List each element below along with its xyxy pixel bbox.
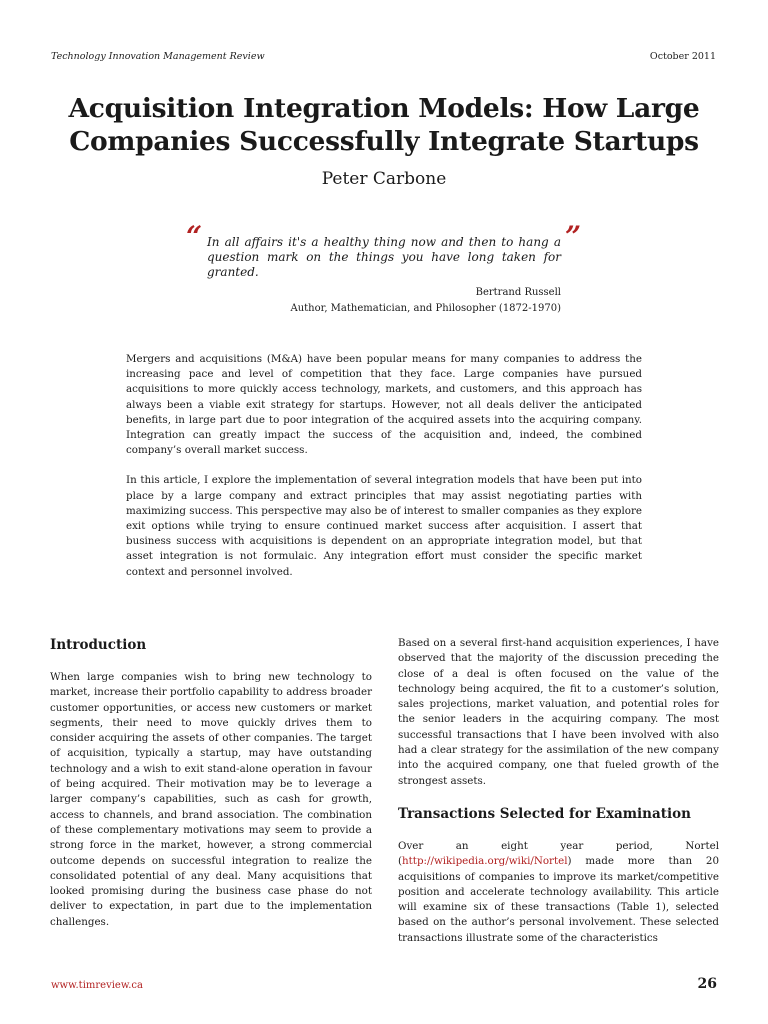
epigraph-text: In all affairs it's a healthy thing now and then to hang a question mark on the things you have long taken for granted. (207, 235, 561, 279)
close-quote-mark: ” (565, 220, 582, 253)
introduction-paragraph: When large companies wish to bring new technology to market, increase their portfolio capability to address broader customer opportunities, or access new customers or market segments, their need to move quickly drives them to consider acquiring the assets of other companies. The target of acquisition, typically a startup, may have outstanding technology and a wish to exit stand-alone operation in favour of being acquired. Their motivation may be to leverage a larger company’s capabilities, such as cash for growth, access to channels, and brand association. The combination of these complementary motivations may seem to provide a strong force in the market, however, a strong commercial outcome depends on successful integration to realize the consolidated potential of any deal. Many acquisitions that looked promising during the business case phase do not deliver to expectation, in part due to the implementation challenges. (50, 671, 372, 928)
title-line-1: Acquisition Integration Models: How Large (68, 93, 700, 124)
paragraph-text: Over an eight year period, Nortel ( (398, 839, 719, 868)
paragraph-text: ) made more than 20 acquisitions of companies to improve its market/competitive position and accelerate technology availability. This article will examine six of these transactions (Table 1), selected based on the author’s personal involvement. These selected transactions illustrate some of the characteristics (398, 855, 719, 944)
section-heading-transactions: Transactions Selected for Examination (398, 805, 691, 822)
article-title (40, 92, 728, 158)
open-quote-mark: “ (186, 220, 203, 253)
website-link[interactable]: www.timreview.ca (51, 980, 143, 991)
section-heading-introduction: Introduction (50, 637, 147, 653)
body-paragraph: Based on a several first-hand acquisition experiences, I have observed that the majority of the discussion preceding the close of a deal is often focused on the value of the technology being acquired, the fit to a customer’s solution, sales projections, market valuation, and potential roles for the senior leaders in the acquiring company. The most successful transactions that I have been involved with also had a clear strategy for the assimilation of the new company into the acquired company, one that fueled growth of the strongest assets. (398, 637, 719, 787)
attribution-role: Author, Mathematician, and Philosopher (1872-1970) (290, 303, 561, 314)
title-line-2: Companies Successfully Integrate Startups (69, 126, 699, 157)
epigraph-attribution (200, 285, 561, 317)
body-paragraph (398, 839, 719, 946)
author-name: Peter Carbone (321, 169, 447, 189)
attribution-name: Bertrand Russell (475, 287, 561, 298)
left-column (50, 636, 372, 930)
abstract-paragraph: Mergers and acquisitions (M&A) have been popular means for many companies to address the increasing pace and level of competition that they face. Large companies have pursued acquisitions to more quickly access technology, markets, and customers, and this approach has always been a viable exit strategy for startups. However, not all deals deliver the anticipated benefits, in large part due to poor integration of the acquired assets into the acquiring company. Integration can greatly impact the success of the acquisition and, indeed, the combined company’s overall market success. (126, 353, 642, 457)
abstract-paragraph: In this article, I explore the implementation of several integration models that have been put into place by a large company and extract principles that may assist negotiating parties with maximizing success. This perspective may also be of interest to smaller companies as they explore exit options while trying to ensure continued market success after acquisition. I assert that business success with acquisitions is dependent on an appropriate integration model, but that asset integration is not formulaic. Any integration effort must consider the specific market context and personnel involved. (126, 474, 642, 578)
issue-date: October 2011 (649, 51, 716, 62)
page-number: 26 (697, 976, 717, 992)
nortel-wikipedia-link[interactable]: http://wikipedia.org/wiki/Nortel (402, 855, 568, 868)
abstract (126, 352, 642, 595)
journal-name: Technology Innovation Management Review (51, 51, 265, 62)
right-column (398, 636, 719, 946)
